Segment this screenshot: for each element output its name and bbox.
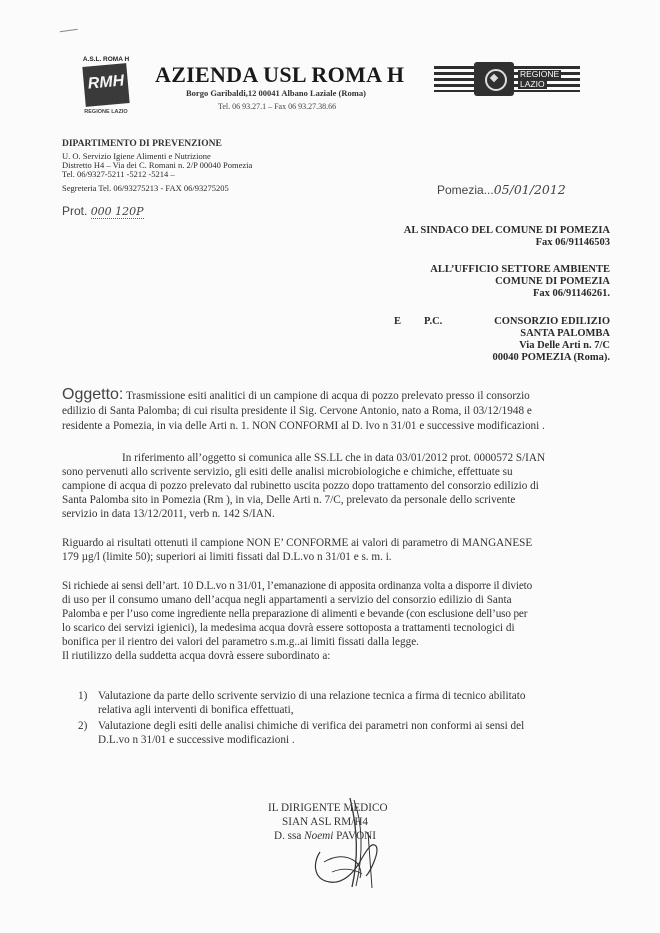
asl-logo [80, 56, 132, 120]
paragraph-3-line1: Si richiede ai sensi dell’art. 10 D.L.vo n 31/01, l’emanazione di apposita ordinanza volta a disporre il divieto [62, 580, 533, 592]
protocol-number: 000 120P [90, 205, 144, 218]
subject-label: Oggetto: [62, 386, 124, 403]
recipient-3-line2: SANTA PALOMBA [520, 328, 610, 339]
logo-top-text: A.S.L. ROMA H [82, 56, 130, 63]
recipient-1-line1: AL SINDACO DEL COMUNE DI POMEZIA [403, 225, 610, 236]
stripes-left [434, 66, 474, 92]
paragraph-2-line1: Riguardo ai risultati ottenuti il campione NON E’ CONFORME ai valori di parametro di MANGANESE [62, 537, 533, 549]
list-item-1-line1: Valutazione da parte dello scrivente servizio di una relazione tecnica a firma di tecnico abilitato [98, 690, 526, 702]
paragraph-3-line5: bonifica per il rientro dei valori del parametro s.m.g..ai limiti fissati dalla legge. [62, 636, 419, 648]
signature-first-name: Noemi [304, 830, 334, 842]
department-unit: U. O. Servizio Igiene Alimenti e Nutrizione [62, 151, 211, 161]
paragraph-2-line2: 179 µg/l (limite 50); superiori ai limiti fissati dal D.L.vo n 31/01 e s. m. i. [62, 551, 392, 563]
paragraph-1-line3: campione di acqua di pozzo prelevato dal rubinetto uscita pozzo dopo trattamento del consorzio edilizio di [62, 480, 539, 492]
signature-prefix: D. ssa [274, 830, 302, 842]
protocol [62, 204, 144, 218]
signature-last-name: PAVONI [336, 830, 376, 842]
region-label-1: REGIONE [520, 69, 560, 79]
department-district: Distretto H4 – Via dei C. Romani n. 2/P 00040 Pomezia [62, 160, 253, 170]
list-item-2-line2: D.L.vo n 31/01 e successive modificazioni . [98, 734, 295, 746]
recipient-2-line2: COMUNE DI POMEZIA [495, 276, 610, 287]
subject-line2: edilizio di Santa Palomba; di cui risulta presidente il Sig. Cervone Antonio, nato a Roma, il 03/12/1948 e [62, 405, 532, 417]
document-date [437, 182, 566, 197]
list-item-1-line2: relativa agli interventi di bonifica effettuati, [98, 704, 294, 716]
paragraph-3-line2: di uso per il consumo umano dell’acqua negli appartamenti a servizio del consorzio edilizio di Santa [62, 594, 512, 606]
organization-phone: Tel. 06 93.27.1 – Fax 06 93.27.38.66 [218, 102, 337, 111]
paragraph-3-line4: lo scarico dei servizi igienici), la medesima acqua dovrà essere sottoposta a trattamenti tecnologici di [62, 622, 515, 634]
paragraph-1-line4: Santa Palomba sito in Pomezia (Rm ), in via, Delle Arti n. 7/C, prelevato da personale dello scrivente [62, 494, 516, 506]
scan-mark [60, 29, 78, 35]
organization-title: AZIENDA USL ROMA H [155, 62, 405, 87]
recipient-3-line1: CONSORZIO EDILIZIO [494, 316, 610, 327]
list-item-2-number: 2) [78, 720, 88, 732]
recipient-2-line3: Fax 06/91146261. [532, 288, 610, 299]
department-secretary: Segreteria Tel. 06/93275213 - FAX 06/93275205 [62, 183, 229, 193]
cc-e: E [394, 316, 402, 327]
region-label-2: LAZIO [520, 79, 545, 89]
paragraph-3-line3: Palomba e per l’uso come ingrediente nella preparazione di alimenti e bevande (con esclusione dell’uso per [62, 608, 528, 620]
handwritten-signature [290, 792, 400, 892]
list-item-1-number: 1) [78, 690, 88, 702]
subject-line1 [62, 388, 530, 403]
subject-line3: residente a Pomezia, in via delle Arti n. 1. NON CONFORMI al D. lvo n 31/01 e successive modificazioni . [62, 420, 545, 432]
protocol-label: Prot. [62, 204, 88, 218]
cc-pc: P.C. [424, 316, 443, 327]
department-tel: Tel. 06/9327-5211 -5212 -5214 – [62, 169, 175, 179]
emblem-icon [474, 62, 514, 96]
paragraph-3-line6: Il riutilizzo della suddetta acqua dovrà essere subordinato a: [62, 650, 331, 662]
organization-address: Borgo Garibaldi,12 00041 Albano Laziale (Roma) [186, 88, 366, 98]
signature-title: IL DIRIGENTE MEDICO [268, 802, 388, 814]
recipient-2-line1: ALL’UFFICIO SETTORE AMBIENTE [430, 264, 610, 275]
recipient-3-line4: 00040 POMEZIA (Roma). [492, 352, 610, 363]
logo-mark: RMH [87, 72, 125, 93]
recipient-1-line2: Fax 06/91146503 [535, 237, 610, 248]
paragraph-1-line2: sono pervenuti allo scrivente servizio, gli esiti delle analisi microbiologiche e chimiche, effettuate su [62, 466, 513, 478]
date-place: Pomezia... [437, 183, 494, 197]
paragraph-1-line1: In riferimento all’oggetto si comunica alle SS.LL che in data 03/01/2012 prot. 0000572 S/IAN [122, 452, 546, 464]
department-name: DIPARTIMENTO DI PREVENZIONE [62, 139, 222, 149]
subject-text-1: Trasmissione esiti analitici di un campione di acqua di pozzo prelevato presso il consorzio [125, 390, 530, 402]
logo-bottom-text: REGIONE LAZIO [84, 109, 128, 115]
signature-office: SIAN ASL RM/H4 [282, 816, 368, 828]
regione-lazio-logo [434, 62, 580, 96]
date-value: 05/01/2012 [493, 182, 566, 197]
paragraph-1-line5: servizio in data 13/12/2011, verb n. 142 S/IAN. [62, 508, 275, 520]
list-item-2-line1: Valutazione degli esiti delle analisi chimiche di verifica dei parametri non conformi ai sensi del [98, 720, 525, 732]
recipient-3-line3: Via Delle Arti n. 7/C [519, 340, 610, 351]
